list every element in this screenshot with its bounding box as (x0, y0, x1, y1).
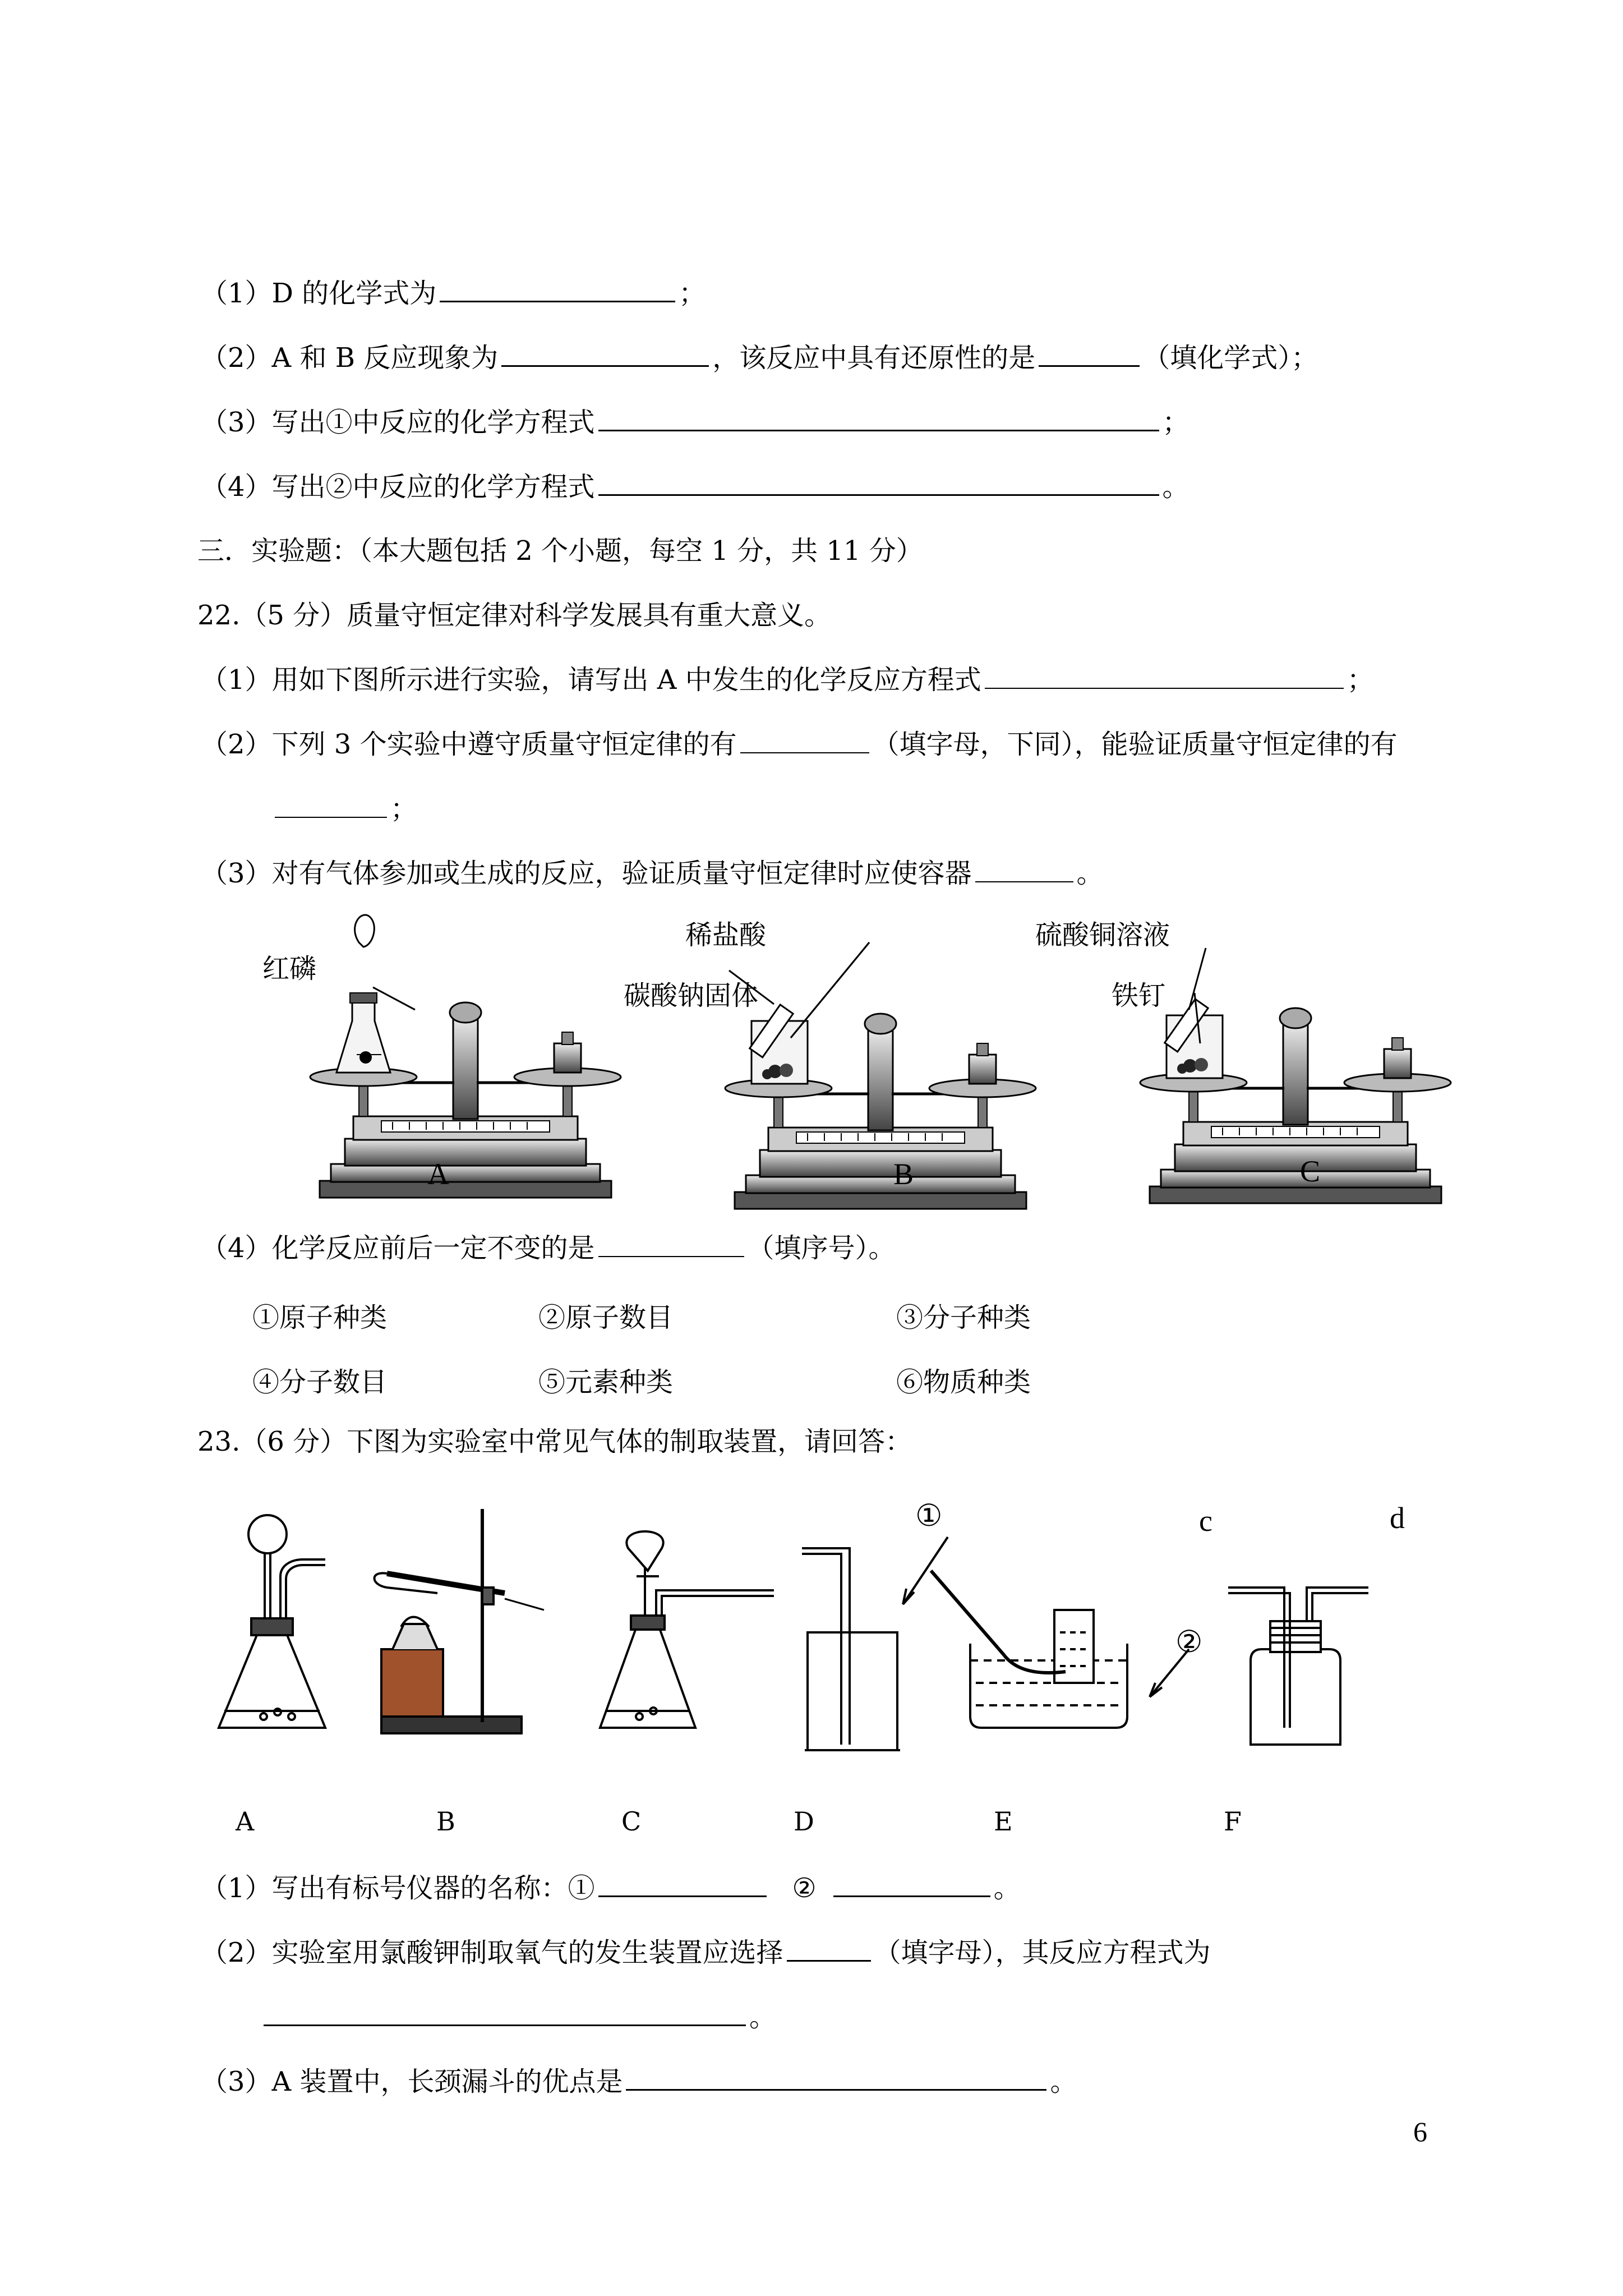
answer-blank[interactable] (833, 1871, 990, 1897)
label-copper-sulfate: 硫酸铜溶液 (1035, 919, 1170, 951)
q23-part1: （1）写出有标号仪器的名称：① ② 。 (201, 1871, 1021, 1905)
answer-blank[interactable] (264, 2000, 746, 2026)
label-red-phosphorus: 红磷 (262, 953, 317, 984)
option-3: ③分子种类 (896, 1302, 1031, 1333)
label-iron-nail: 铁钉 (1112, 980, 1166, 1011)
answer-blank[interactable] (598, 470, 1159, 496)
q23-part2: （2）实验室用氯酸钾制取氧气的发生装置应选择 （填字母），其反应方程式为 (201, 1935, 1211, 1970)
label-dilute-hcl: 稀盐酸 (685, 919, 767, 951)
option-2: ②原子数目 (538, 1302, 674, 1333)
port-d: d (1390, 1501, 1405, 1535)
answer-blank[interactable] (626, 2064, 1046, 2091)
apparatus-label-e: E (994, 1806, 1013, 1837)
answer-blank[interactable] (975, 857, 1073, 882)
figure-label-a: A (427, 1157, 449, 1191)
apparatus-label-d: D (794, 1806, 814, 1837)
q23-part3: （3）A 装置中，长颈漏斗的优点是 。 (201, 2064, 1077, 2099)
q21-part1: （1）D 的化学式为 ； (201, 276, 706, 310)
figure-label-b: B (893, 1157, 914, 1191)
answer-blank[interactable] (598, 405, 1159, 431)
apparatus-label-b: B (436, 1806, 455, 1837)
q22-part2-cont: ； (275, 792, 417, 826)
answer-blank[interactable] (740, 728, 869, 753)
q21-part4: （4）写出②中反应的化学方程式 。 (201, 470, 1189, 504)
option-1: ①原子种类 (252, 1302, 388, 1333)
answer-blank[interactable] (985, 663, 1344, 689)
answer-blank[interactable] (501, 341, 709, 367)
answer-blank[interactable] (598, 1871, 767, 1897)
q22-part4: （4）化学反应前后一定不变的是 （填序号）。 (201, 1232, 896, 1264)
apparatus-label-c: C (621, 1806, 642, 1837)
section-heading: 三．实验题：（本大题包括 2 个小题，每空 1 分，共 11 分） (197, 535, 923, 567)
q22-part3: （3）对有气体参加或生成的反应，验证质量守恒定律时应使容器 。 (201, 858, 1104, 889)
apparatus-label-f: F (1224, 1806, 1242, 1837)
q23-title: 23.（6 分）下图为实验室中常见气体的制取装置，请回答： (197, 1426, 912, 1457)
gas-apparatus-figure (202, 1481, 1408, 1761)
option-5: ⑤元素种类 (538, 1366, 674, 1398)
apparatus-label-a: A (236, 1806, 255, 1837)
q22-part1: （1）用如下图所示进行实验，请写出 A 中发生的化学反应方程式 ； (201, 664, 1374, 696)
option-6: ⑥物质种类 (896, 1366, 1031, 1398)
q22-title: 22.（5 分）质量守恒定律对科学发展具有重大意义。 (197, 600, 832, 631)
marker-2: ② (1175, 1625, 1203, 1659)
q23-part2-cont: 。 (264, 2000, 776, 2034)
answer-blank[interactable] (598, 1231, 744, 1257)
option-4: ④分子数目 (252, 1366, 388, 1398)
marker-1: ① (915, 1499, 943, 1533)
answer-blank[interactable] (787, 1935, 871, 1962)
port-c: c (1199, 1504, 1212, 1538)
label-sodium-carbonate: 碳酸钠固体 (624, 980, 759, 1011)
answer-blank[interactable] (1039, 341, 1140, 367)
q21-part2: （2）A 和 B 反应现象为 ，该反应中具有还原性的是 （填化学式）； (201, 341, 1318, 375)
q21-part3: （3）写出①中反应的化学方程式 ； (201, 405, 1189, 439)
q22-part2: （2）下列 3 个实验中遵守质量守恒定律的有 （填字母，下同），能验证质量守恒定律的有 (201, 729, 1398, 760)
page-number: 6 (1413, 2116, 1427, 2147)
answer-blank[interactable] (440, 276, 675, 302)
answer-blank[interactable] (275, 792, 387, 818)
figure-label-c: C (1300, 1154, 1321, 1188)
